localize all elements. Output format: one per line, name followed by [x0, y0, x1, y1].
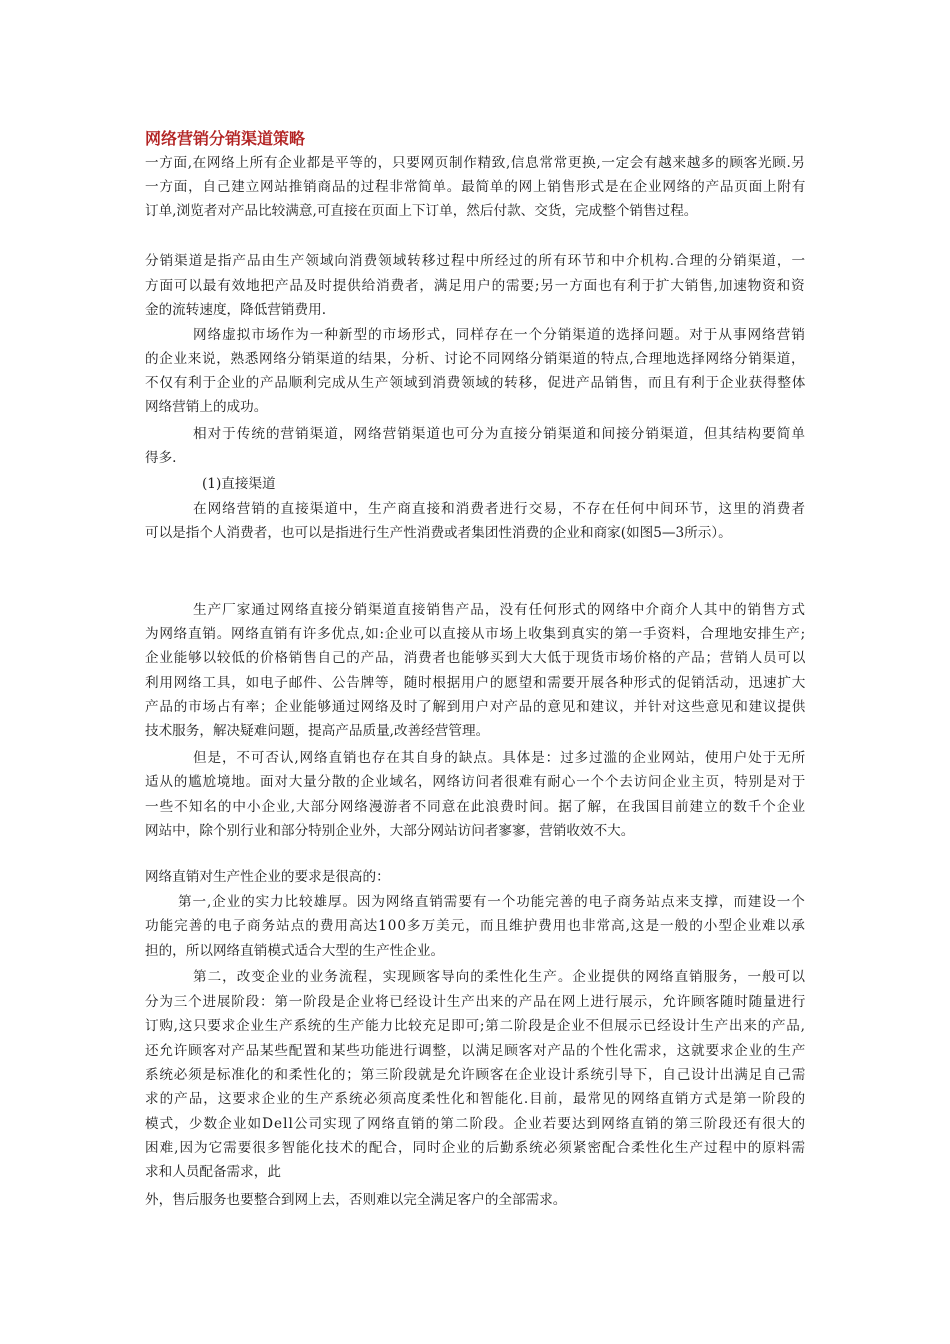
text-line: 方面可以最有效地把产品及时提供给消费者，满足用户的需要;另一方面也有利于扩大销售,加速物资和资: [145, 278, 806, 294]
text-line: 网络营销上的成功。: [145, 399, 268, 415]
text-line: 第一,企业的实力比较雄厚。因为网络直销需要有一个功能完善的电子商务站点来支撑，而建设一个: [178, 894, 806, 910]
text-line: 困难,因为它需要很多智能化技术的配合，同时企业的后勤系统必须紧密配合柔性化生产过程中的原料需: [145, 1140, 807, 1156]
text-line: 产品的市场占有率；企业能够通过网络及时了解到用户对产品的意见和建议，并针对这些意见和建议提供: [145, 699, 807, 715]
text-line: (1)直接渠道: [202, 476, 276, 492]
text-line: 网站中，除个别行业和部分特别企业外，大部分网站访问者寥寥，营销收效不大。: [145, 823, 635, 839]
text-line: 第二，改变企业的业务流程，实现顾客导向的柔性化生产。企业提供的网络直销服务，一般可以: [193, 969, 806, 985]
text-line: 不仅有利于企业的产品顺利完成从生产领域到消费领域的转移，促进产品销售，而且有利于企业获得整体: [145, 375, 807, 391]
text-line: 可以是指个人消费者，也可以是指进行生产性消费或者集团性消费的企业和商家(如图5—3所示）。: [145, 525, 732, 541]
text-line: 外，售后服务也要整合到网上去，否则难以完全满足客户的全部需求。: [145, 1192, 567, 1208]
text-line: 订单,浏览者对产品比较满意,可直接在页面上下订单，然后付款、交货，完成整个销售过程。: [145, 203, 698, 219]
text-line: 一些不知名的中小企业,大部分网络漫游者不同意在此浪费时间。据了解，在我国目前建立的数千个企业: [145, 799, 807, 815]
text-line: 利用网络工具，如电子邮件、公告牌等，随时根据用户的愿望和需要开展各种形式的促销活动，迅速扩大: [145, 675, 807, 691]
text-line: 一方面，自己建立网站推销商品的过程非常简单。最简单的网上销售形式是在企业网络的产品页面上附有: [145, 179, 807, 195]
text-line: 金的流转速度，降低营销费用.: [145, 302, 327, 318]
text-line: 功能完善的电子商务站点的费用高达100多万美元，而且维护费用也非常高,这是一般的小型企业难以承: [145, 918, 806, 934]
text-line: 系统必须是标准化的和柔性化的；第三阶段就是允许顾客在企业设计系统引导下，自己设计出满足自己需: [145, 1067, 807, 1083]
text-line: 适从的尴尬境地。面对大量分散的企业域名，网络访问者很难有耐心一个个去访问企业主页，特别是对于: [145, 774, 807, 790]
text-line: 为网络直销。网络直销有许多优点,如:企业可以直接从市场上收集到真实的第一手资料，合理地安排生产;: [145, 626, 806, 642]
text-line: 求的产品，这要求企业的生产系统必须高度柔性化和智能化.目前，最常见的网络直销方式是第一阶段的: [145, 1091, 807, 1107]
text-line: 企业能够以较低的价格销售自己的产品，消费者也能够买到大大低于现货市场价格的产品；营销人员可以: [145, 650, 807, 666]
text-line: 在网络营销的直接渠道中，生产商直接和消费者进行交易，不存在任何中间环节，这里的消费者: [193, 501, 806, 517]
text-line: 网络直销对生产性企业的要求是很高的：: [145, 869, 390, 885]
text-line: 订购,这只要求企业生产系统的生产能力比较充足即可;第二阶段是企业不但展示已经设计生产出来的产品,: [145, 1018, 806, 1034]
text-line: 分销渠道是指产品由生产领域向消费领域转移过程中所经过的所有环节和中介机构.合理的分销渠道，一: [145, 253, 807, 269]
text-line: 还允许顾客对产品某些配置和某些功能进行调整，以满足顾客对产品的个性化需求，这就要求企业的生产: [145, 1043, 807, 1059]
text-line: 网络虚拟市场作为一种新型的市场形式，同样存在一个分销渠道的选择问题。对于从事网络营销: [193, 327, 806, 343]
text-line: 一方面,在网络上所有企业都是平等的，只要网页制作精致,信息常常更换,一定会有越来越多的顾客光顾.另: [145, 155, 806, 171]
text-line: 的企业来说，熟悉网络分销渠道的结果，分析、讨论不同网络分销渠道的特点,合理地选择网络分销渠道，: [145, 351, 806, 367]
text-line: 相对于传统的营销渠道，网络营销渠道也可分为直接分销渠道和间接分销渠道，但其结构要简单: [193, 426, 806, 442]
text-line: 担的，所以网络直销模式适合大型的生产性企业。: [145, 943, 445, 959]
text-line: 得多.: [145, 450, 177, 466]
text-line: 生产厂家通过网络直接分销渠道直接销售产品，没有任何形式的网络中介商介人其中的销售方式: [193, 602, 806, 618]
text-line: 分为三个进展阶段：第一阶段是企业将已经设计生产出来的产品在网上进行展示，允许顾客随时随量进行: [145, 994, 807, 1010]
text-line: 求和人员配备需求，此: [145, 1164, 281, 1180]
text-line: 技术服务，解决疑难问题，提高产品质量,改善经营管理。: [145, 723, 490, 739]
document-title: 网络营销分销渠道策略: [145, 129, 306, 148]
text-line: 但是，不可否认,网络直销也存在其自身的缺点。具体是：过多过滥的企业网站，使用户处于无所: [193, 750, 807, 766]
text-line: 模式，少数企业如Dell公司实现了网络直销的第二阶段。企业若要达到网络直销的第三阶段还有很大的: [145, 1116, 807, 1132]
